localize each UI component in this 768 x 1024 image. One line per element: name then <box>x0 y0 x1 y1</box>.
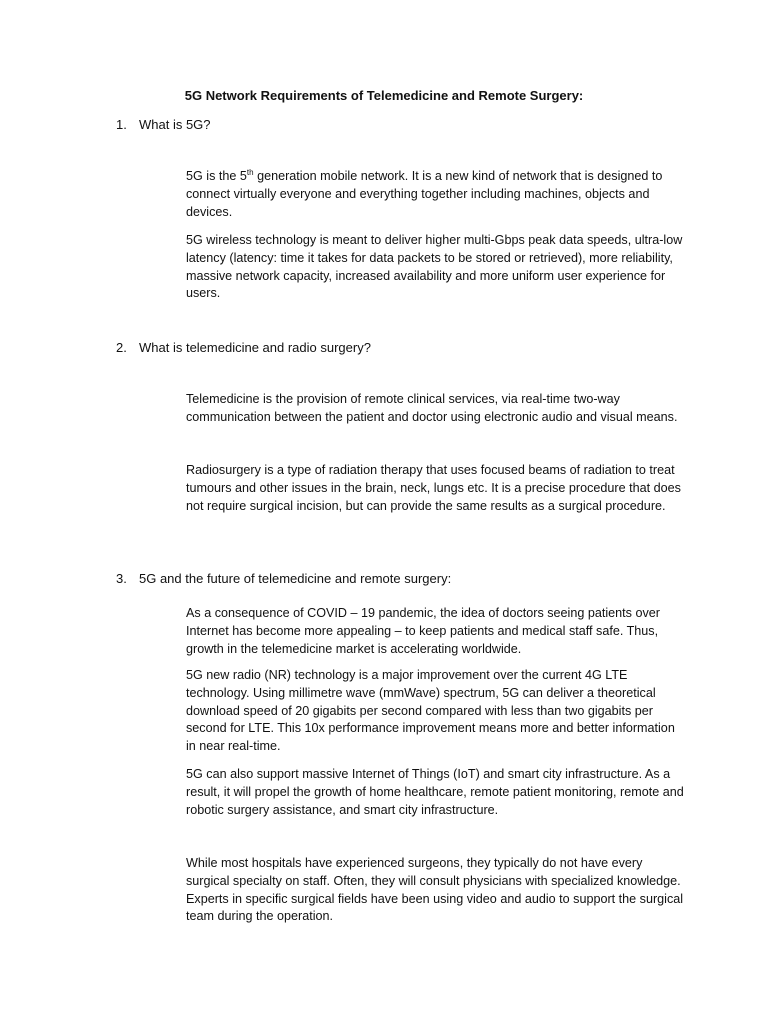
section-1-heading <box>116 116 211 134</box>
section-1-paragraph-1 <box>186 168 684 221</box>
section-3-paragraph-2: 5G new radio (NR) technology is a major improvement over the current 4G LTE technology. Using millimetre wave (mmWave) spectrum, 5G can deliver a theoretical download speed of 20 gigabits per second compared with less than two gigabits per second for LTE. This 10x performance improvement means more and better information in near real-time. <box>186 668 675 754</box>
section-3-heading <box>116 570 451 588</box>
section-3-paragraph-1: As a consequence of COVID – 19 pandemic, the idea of doctors seeing patients over Internet has become more appealing – to keep patients and medical staff safe. Thus, growth in the telemedicine market is accelerating worldwide. <box>186 606 660 656</box>
section-1-paragraph-2: 5G wireless technology is meant to deliver higher multi-Gbps peak data speeds, ultra-low latency (latency: time it takes for data packets to be stored or retrieved), more reliability, massive network capacity, increased availability and more uniform user experience for users. <box>186 233 683 301</box>
section-2-heading-text: What is telemedicine and radio surgery? <box>139 340 371 355</box>
section-2-paragraph-1: Telemedicine is the provision of remote clinical services, via real-time two-way communication between the patient and doctor using electronic audio and visual means. <box>186 392 678 424</box>
section-2-heading <box>116 339 371 357</box>
section-2-number: 2. <box>116 340 127 355</box>
superscript-th: th <box>246 167 254 177</box>
section-1-paragraph-1-rest: generation mobile network. It is a new kind of network that is designed to connect virtually everyone and everything together including machines, objects and devices. <box>186 169 663 219</box>
section-1-heading-text: What is 5G? <box>139 117 211 132</box>
section-2-paragraph-2: Radiosurgery is a type of radiation therapy that uses focused beams of radiation to treat tumours and other issues in the brain, neck, lungs etc. It is a precise procedure that does not require surgical incision, but can provide the same results as a surgical procedure. <box>186 463 681 513</box>
section-1-number: 1. <box>116 117 127 132</box>
document-title: 5G Network Requirements of Telemedicine and Remote Surgery: <box>184 88 584 103</box>
section-3-paragraph-4: While most hospitals have experienced surgeons, they typically do not have every surgical specialty on staff. Often, they will consult physicians with specialized knowledge. Experts in specific surgical fields have been using video and audio to support the surgical team during the operation. <box>186 856 684 924</box>
section-1-paragraph-1-start: 5G is the 5 <box>186 169 247 183</box>
section-3-number: 3. <box>116 571 127 586</box>
section-3-heading-text: 5G and the future of telemedicine and remote surgery: <box>139 571 452 586</box>
section-3-paragraph-3: 5G can also support massive Internet of Things (IoT) and smart city infrastructure. As a result, it will propel the growth of home healthcare, remote patient monitoring, remote and robotic surgery assistance, and smart city infrastructure. <box>186 767 684 817</box>
